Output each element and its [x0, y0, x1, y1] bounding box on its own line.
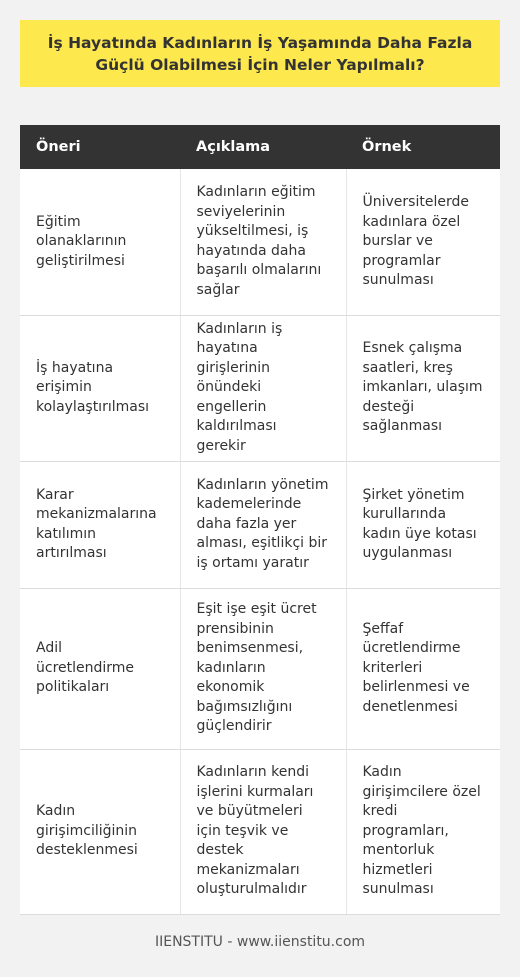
table-row	[20, 315, 500, 461]
recommendations-table	[20, 125, 500, 915]
title-banner	[20, 20, 500, 87]
table-row	[20, 461, 500, 588]
cell-ornek: Esnek çalışma saatleri, kreş imkanları, ulaşım desteği sağlanması	[346, 315, 500, 461]
cell-aciklama: Kadınların eğitim seviyelerinin yükseltilmesi, iş hayatında daha başarılı olmalarını sağlar	[180, 169, 346, 315]
cell-oneri: Adil ücretlendirme politikaları	[20, 588, 180, 749]
cell-ornek: Şirket yönetim kurullarında kadın üye kotası uygulanması	[346, 461, 500, 588]
cell-ornek: Kadın girişimcilere özel kredi programları, mentorluk hizmetleri sunulması	[346, 749, 500, 914]
cell-oneri: Karar mekanizmalarına katılımın artırılması	[20, 461, 180, 588]
table-row	[20, 169, 500, 315]
cell-aciklama: Eşit işe eşit ücret prensibinin benimsenmesi, kadınların ekonomik bağımsızlığını güçlendirir	[180, 588, 346, 749]
cell-oneri: İş hayatına erişimin kolaylaştırılması	[20, 315, 180, 461]
column-header-oneri: Öneri	[36, 139, 81, 155]
cell-ornek: Şeffaf ücretlendirme kriterleri belirlenmesi ve denetlenmesi	[346, 588, 500, 749]
column-header-aciklama: Açıklama	[196, 139, 271, 155]
page-title: İş Hayatında Kadınların İş Yaşamında Daha Fazla Güçlü Olabilmesi İçin Neler Yapılmalı?	[47, 33, 473, 74]
cell-aciklama: Kadınların iş hayatına girişlerinin önündeki engellerin kaldırılması gerekir	[180, 315, 346, 461]
cell-aciklama: Kadınların kendi işlerini kurmaları ve büyütmeleri için teşvik ve destek mekanizmaları oluşturulmalıdır	[180, 749, 346, 914]
table-row	[20, 749, 500, 914]
cell-ornek: Üniversitelerde kadınlara özel burslar ve programlar sunulması	[346, 169, 500, 315]
cell-oneri: Eğitim olanaklarının geliştirilmesi	[20, 169, 180, 315]
cell-aciklama: Kadınların yönetim kademelerinde daha fazla yer alması, eşitlikçi bir iş ortamı yaratır	[180, 461, 346, 588]
table-row	[20, 588, 500, 749]
table-header-row	[20, 125, 500, 169]
column-header-ornek: Örnek	[362, 139, 412, 155]
cell-oneri: Kadın girişimciliğinin desteklenmesi	[20, 749, 180, 914]
footer-credit: IIENSTITU - www.iienstitu.com	[154, 934, 366, 950]
